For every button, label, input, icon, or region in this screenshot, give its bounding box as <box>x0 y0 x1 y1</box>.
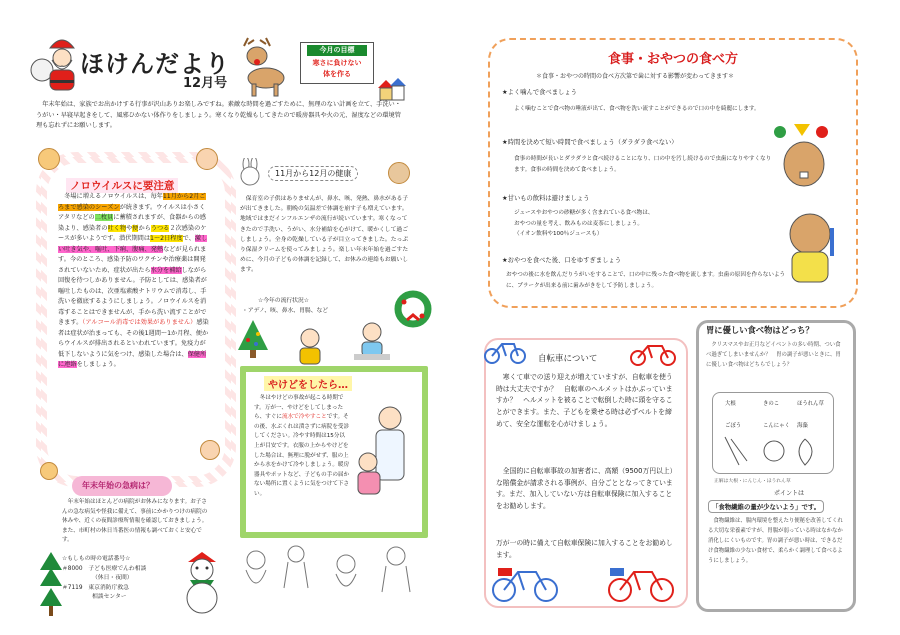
health-body: 保育室の子供はありませんが、鼻水、咳、発熱、鼻水がある子が出てきました。朝晩の気温差で体調を崩す子も増えています。地域ではまだインフルエンザの流行が続いています。寒くなってきたので手洗い、うがい、水分補給を心がけて、暖かくして過ごしましょう。全身の乾燥している子が目立ってきました。たっぷり保湿クリームを使ってみましょう。楽しい年末年始を過ごすために、今月の子どもの体調を記録して、お休みの連絡もお願いします。 <box>240 196 409 274</box>
bicycle-title: 自転車について <box>538 354 598 364</box>
issue-month: 12月号 <box>183 76 228 91</box>
food-intro: ＊食事・おやつの時間の食べ方次第で歯に対する影響が変わってきます＊ <box>536 73 734 80</box>
holiday-info-title: ☆もしもの時の電話番号☆ <box>62 556 131 562</box>
food-s2-body: 食事の時間が長いとダラダラと食べ続けることになり、口の中を汚し続けるので虫歯になりやすくなります。食事の時間を決めて食べましょう。 <box>514 156 772 173</box>
stomach-body: 食物繊維は、腸内環境を整えたり便秘を改善してくれる大切な栄養素ですが、胃腸が弱っている時はなかなか消化しにくいものです。胃の調子が悪い時は、できるだけ食物繊維の少ない食材で、柔らかく調理して食べるようにしましょう。 <box>708 518 843 564</box>
bear-face-icon <box>196 148 218 170</box>
goal-line-2: 体を作る <box>323 70 351 78</box>
bear-face-icon <box>40 462 58 480</box>
vegetables-illustration <box>719 433 829 471</box>
stomach-point-label: ポイントは <box>774 490 805 497</box>
bunny-illustration <box>236 158 264 186</box>
bicycle-pair-illustration <box>490 564 680 608</box>
quiz-food-label: 海藻 <box>797 423 808 429</box>
food-s2-title: ★時間を決めて短い時間で食べましょう（ダラダラ食べない） <box>502 139 678 146</box>
quiz-food-label: ほうれん草 <box>797 401 824 407</box>
bicycle-body-2: 全国的に自転車事故の加害者に、高額（9500万円以上）な賠償金が請求される事例が、自分ごととなってきています。まだ、加入していない方は自転車保険に加入することをお勧めします。 <box>496 467 674 511</box>
burn-title: やけどをしたら… <box>264 376 352 391</box>
food-s1-title: ★よく噛んで食べましょう <box>502 89 577 96</box>
holiday-title: 年末年始の急病は？ <box>82 481 154 490</box>
bicycle-icon-red <box>630 340 676 370</box>
quiz-food-label: こんにゃく <box>763 423 790 429</box>
stomach-title: 胃に優しい食べ物はどっち？ <box>706 325 814 335</box>
phone-8000: ＃8000 子ども医療でんわ相談 <box>62 565 147 572</box>
child-handwashing-illustration <box>352 320 392 368</box>
beaver-with-toothbrush-illustration <box>770 120 840 194</box>
reindeer-illustration <box>230 36 292 98</box>
intro-text: 年末年始は、家族でお出かけする行事が沢山ありお楽しみですね。素敵な時間を過ごすために、無理のない計画を立て、手洗い・うがい・早寝早起きをして、風邪ひかない体作りをしましょう。寒くなり乾燥もしてきたので暖房器具や火の元、湿度などの環境管理も忘れずにお願いします。 <box>36 101 401 129</box>
stomach-point: 「食物繊維の量が少ないよう」です。 <box>708 500 824 513</box>
food-title: 食事・おやつの食べ方 <box>608 52 739 67</box>
beaver-smiling-illustration <box>780 208 846 296</box>
wreath-illustration <box>394 290 432 332</box>
page-title: ほけんだより <box>80 50 230 78</box>
quiz-food-label: きのこ <box>763 401 780 407</box>
food-s4-body: おやつの後に水を飲んだりうがいをすることで、口の中に残った食べ物を流します。虫歯の原因を作らないように、プラークが出来る前に歯みがきをして予防しましょう。 <box>506 272 786 289</box>
stomach-answer-hint: 正解は大根・にんじん・ほうれん草 <box>714 479 791 484</box>
food-s3-body: ジュースやおやつの砂糖が多く含まれている食べ物は、 おやつの量を考え、飲みものは麦茶にしましょう。 （イオン飲料や100％ジュースも） <box>514 210 654 237</box>
noro-body: 冬場に増えるノロウイルスは、毎年11月から2月ごろまで感染のシーズンが続きます。ウイルスは小さくアタリなどの二枚貝に蓄積されますが、食器からの感染より、感染者の吐く物や便からうつる２次感染のケースが多いようです。潜伏期間は1～2日程度で、激しい吐き気や、嘔吐、下痢、腹痛、発熱などが見られます。今のところ、感染予防のワクチンや治療薬は開発されていないため、症状が出たら水分を補給しながら回復を待つしかありません。予防としては、感染者が嘔吐したものは、次亜塩素酸ナトリウムで消毒し、手洗いを徹底するようにしましょう。ノロウイルスを消毒することはできませんが、手から洗い流すことができます。（アルコール消毒では効果がありません）感染者は症状が治まっても、その後1週間～1か月程、便からウイルスが排出されるといわれています。免疫力が低下しないように気をつけ、感染した場合は、保健所に連絡をしましょう。 <box>58 193 209 368</box>
noro-title: ノロウイルスに要注意 <box>66 178 178 193</box>
food-s3-title: ★甘いもの飲料は避けましょう <box>502 195 590 202</box>
snowman-illustration <box>180 552 224 618</box>
child-gargling-illustration <box>292 326 328 370</box>
health-diseases: ・アデノ、咳、鼻水、胃腸、など <box>242 308 329 314</box>
children-sketch-illustration <box>236 536 426 610</box>
burn-body: 冬はやけどの事故が起こる時期です。万が一、やけどをしてしまったら、すぐに流水で冷やすことです。その後、水ぶくれは潰さずに病院を受診してください。冷やす時間は15分以上が目安です。衣服の上からやけどをした場合は、無理に脱がせず、服の上から水をかけて冷やしましょう。暖房器具やポットなど、子どもの手の届かない場所に置くように気をつけて下さい。 <box>254 395 350 497</box>
goal-line-1: 寒さに負けない <box>312 59 362 67</box>
santa-illustration <box>30 34 85 96</box>
quiz-food-label: 大根 <box>725 401 736 407</box>
quiz-food-label: ごぼう <box>725 423 742 429</box>
food-s1-body: よく噛むことで食べ物の唾液が出て、食べ物を洗い流すことができるので口の中を綺麗にします。 <box>514 106 760 112</box>
bicycle-body-3: 万が一の時に備えて自転車保険に加入することをお勧めします。 <box>496 539 673 559</box>
bicycle-icon-blue <box>484 340 526 368</box>
bicycle-body-1: 寒くて車での送り迎えが増えていますが、自転車を使う時は大丈夫ですか？ 自転車のヘルメットはかぶっていますか？ ヘルメットを被ることで転倒した時に頭を守ることができます。また、子どもを乗せる時は必ずベルトを締めて、安全な運転を心がけましょう。 <box>496 373 673 428</box>
tree-icon <box>40 552 62 626</box>
phone-7119-note: 相談センター <box>92 594 127 600</box>
doctor-treating-child-illustration <box>352 400 410 504</box>
goal-label: 今月の目標 <box>307 45 367 56</box>
holiday-info <box>62 555 182 603</box>
food-quiz-grid <box>712 392 834 474</box>
stomach-intro: クリスマスやお正月などイベントの多い時期、つい食べ過ぎてしまいませんか？ 胃の調子が悪いときに、胃に優しい食べ物はどちらでしょう？ <box>706 342 841 368</box>
phone-8000-note: （休日・夜間） <box>92 575 133 581</box>
bear-face-icon <box>200 440 220 460</box>
health-subtitle: ☆今年の流行状況☆ <box>258 298 309 304</box>
monthly-goal-box <box>300 42 374 84</box>
phone-7119: ＃7119 東京消防庁救急 <box>62 584 129 591</box>
christmas-tree-icon <box>236 320 270 364</box>
food-s4-title: ★おやつを食べた後、口をゆすぎましょう <box>502 257 621 264</box>
bear-face-icon <box>388 162 410 184</box>
bear-face-icon <box>38 148 60 170</box>
holiday-body: 年末年始はほとんどの病院がお休みになります。お子さんの急な病気や怪我に備えて、事前にかかりつけの病院の休みや、近くの夜間診療所情報を確認しておきましょう。また、市町村の休日当番医の情報も調べておくと安心です。 <box>62 499 208 543</box>
health-title: 11月から12月の健康 <box>268 166 358 181</box>
